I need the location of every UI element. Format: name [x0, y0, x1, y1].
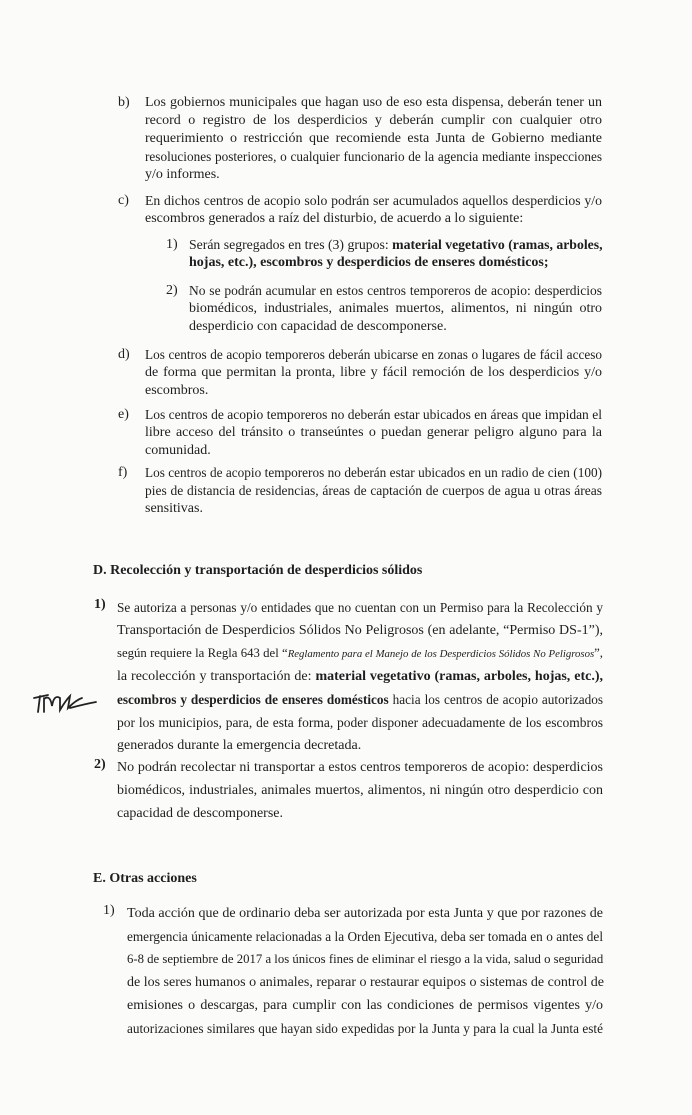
text-line: desperdicio con capacidad de descomponerse.: [189, 319, 447, 334]
sub-item-c1: [189, 236, 602, 272]
text-line: Los centros de acopio temporeros deberán ubicarse en zonas o lugares de fácil acceso: [145, 347, 602, 362]
paragraph-f: [145, 464, 602, 518]
text-line: por los municipios, para, de esta forma, poder disponer adecuadamente de los escombros: [117, 715, 603, 730]
text-line: Toda acción que de ordinario deba ser autorizada por esta Junta y que por razones de: [127, 906, 603, 921]
text-line: y/o informes.: [145, 167, 220, 182]
item-label-e1: 1): [103, 903, 115, 918]
section-heading-d: D. Recolección y transportación de desperdicios sólidos: [93, 563, 423, 578]
text-line: No podrán recolectar ni transportar a estos centros temporeros de acopio: desperdicios: [117, 760, 603, 775]
section-heading-e: E. Otras acciones: [93, 871, 197, 886]
text-line: resoluciones posteriores, o cualquier funcionario de la agencia mediante inspecciones: [145, 149, 602, 164]
paragraph-e1: [127, 902, 603, 1040]
text-line: sensitivas.: [145, 501, 203, 516]
text-line: 6-8 de septiembre de 2017 a los únicos fines de eliminar el riesgo a la vida, salud o seguridad: [127, 952, 604, 966]
text-line: Los gobiernos municipales que hagan uso de eso esta dispensa, deberán tener un: [145, 95, 602, 110]
paragraph-e: [145, 406, 602, 460]
text-line: escombros generados a raíz del disturbio, de acuerdo a lo siguiente:: [145, 211, 524, 226]
handwritten-initials-icon: [30, 686, 100, 725]
text-line: emergencia únicamente relacionadas a la Orden Ejecutiva, deba ser tomada en o antes del: [127, 929, 603, 944]
paragraph-c: [145, 192, 602, 228]
text-line: Los centros de acopio temporeros no deberán estar ubicados en áreas que impidan el: [145, 407, 602, 422]
item-label-b: b): [118, 95, 130, 110]
sub-item-c2: [189, 282, 602, 336]
text-line: la recolección y transportación de: material vegetativo (ramas, arboles, hojas, etc.),: [117, 669, 603, 684]
text-line: de los seres humanos o animales, reparar o restaurar equipos o sistemas de control de: [127, 975, 605, 990]
sub-item-label: 1): [166, 237, 178, 252]
text-line: hojas, etc.), escombros y desperdicios de enseres domésticos;: [189, 255, 549, 270]
text-line: de forma que permitan la pronta, libre y fácil remoción de los desperdicios y/o: [145, 365, 602, 380]
text-line: pies de distancia de residencias, áreas de captación de cuerpos de agua u otras áreas: [145, 483, 602, 498]
text-line: No se podrán acumular en estos centros temporeros de acopio: desperdicios: [189, 283, 602, 298]
text-line: En dichos centros de acopio solo podrán ser acumulados aquellos desperdicios y/o: [145, 193, 602, 208]
item-label-d1: 1): [94, 597, 106, 612]
text-line: capacidad de descomponerse.: [117, 806, 283, 821]
text-line: autorizaciones similares que hayan sido expedidas por la Junta y para la cual la Junta esté: [127, 1021, 603, 1036]
paragraph-d1: [117, 596, 603, 757]
text-line: Serán segregados en tres (3) grupos: material vegetativo (ramas, arboles,: [189, 237, 603, 252]
text-line: emisiones o descargas, para cumplir con las condiciones de permisos vigentes y/o: [127, 998, 603, 1013]
text-line: record o registro de los desperdicios y deberán cumplir con cualquier otro: [145, 113, 602, 128]
item-label-f: f): [118, 465, 128, 480]
item-label-d2: 2): [94, 757, 106, 772]
item-label-c: c): [118, 193, 129, 208]
text-line: comunidad.: [145, 443, 211, 458]
text-line: biomédicos, industriales, animales muertos, alimentos, ni ningún otro: [189, 301, 602, 316]
paragraph-d2: [117, 756, 603, 825]
text-line: escombros y desperdicios de enseres domésticos hacia los centros de acopio autorizados: [117, 692, 603, 707]
text-line: biomédicos, industriales, animales muertos, alimentos, ni ningún otro desperdicio con: [117, 783, 603, 798]
text-line: generados durante la emergencia decretada.: [117, 738, 362, 753]
text-line: escombros.: [145, 383, 209, 398]
text-line: libre acceso del tránsito o transeúntes o puedan generar peligro alguno para la: [145, 425, 602, 440]
text-line: según requiere la Regla 643 del “Reglamento para el Manejo de los Desperdicios Sólidos No Peligrosos”,: [117, 646, 603, 660]
text-line: requerimiento o restricción que recomiende esta Junta de Gobierno mediante: [145, 131, 602, 146]
text-line: Se autoriza a personas y/o entidades que no cuentan con un Permiso para la Recolección y: [117, 600, 603, 615]
sub-item-label: 2): [166, 283, 178, 298]
paragraph-b: [145, 94, 602, 184]
text-line: Los centros de acopio temporeros no deberán estar ubicados en un radio de cien (100): [145, 465, 602, 480]
text-line: Transportación de Desperdicios Sólidos No Peligrosos (en adelante, “Permiso DS-1”),: [117, 623, 603, 638]
paragraph-d: [145, 346, 602, 400]
item-label-d: d): [118, 347, 130, 362]
item-label-e: e): [118, 407, 129, 422]
